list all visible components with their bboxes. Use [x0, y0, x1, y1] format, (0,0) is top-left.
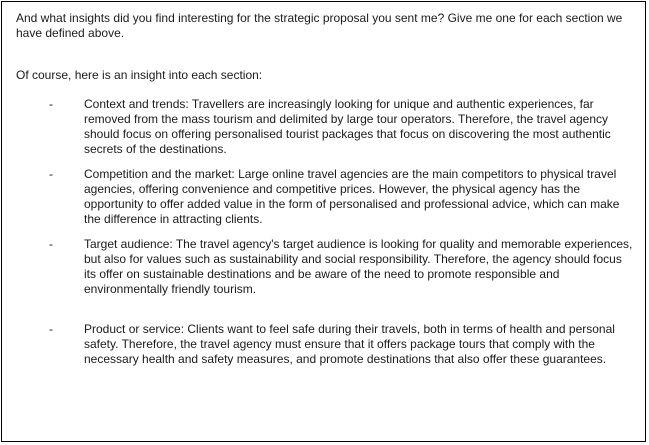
insight-text: Context and trends: Travellers are increasingly looking for unique and authentic experiences, far removed from the mass tourism and delimited by large tour operators. Therefore, the travel agency should focus on offering personalised tourist packages that focus on discovering the most authentic secrets of the destinations.: [84, 97, 611, 156]
insight-text: Competition and the market: Large online travel agencies are the main competitors to physical travel agencies, offering convenience and competitive prices. However, the physical agency has the opportunity to offer added value in the form of personalised and professional advice, which can make the difference in attracting clients.: [84, 167, 620, 226]
answer-intro: Of course, here is an insight into each section:: [16, 68, 263, 82]
bullet-dash: -: [49, 322, 53, 336]
bullet-dash: -: [49, 97, 53, 111]
bullet-dash: -: [49, 237, 53, 251]
insight-text: Product or service: Clients want to feel safe during their travels, both in terms of health and personal safety. Therefore, the travel agency must ensure that it offers package tours that comply with the necessary health and safety measures, and promote destinations that also offer these guarantees.: [84, 322, 615, 366]
document-frame: [1, 1, 646, 442]
insight-text: Target audience: The travel agency's target audience is looking for quality and memorable experiences, but also for values such as sustainability and social responsibility. Therefore, the agency should focus its offer on sustainable destinations and be aware of the need to promote responsible and environmentally friendly tourism.: [84, 237, 633, 296]
bullet-dash: -: [49, 167, 53, 181]
user-question: And what insights did you find interesting for the strategic proposal you sent me? Give me one for each section we have defined above.: [16, 11, 623, 40]
